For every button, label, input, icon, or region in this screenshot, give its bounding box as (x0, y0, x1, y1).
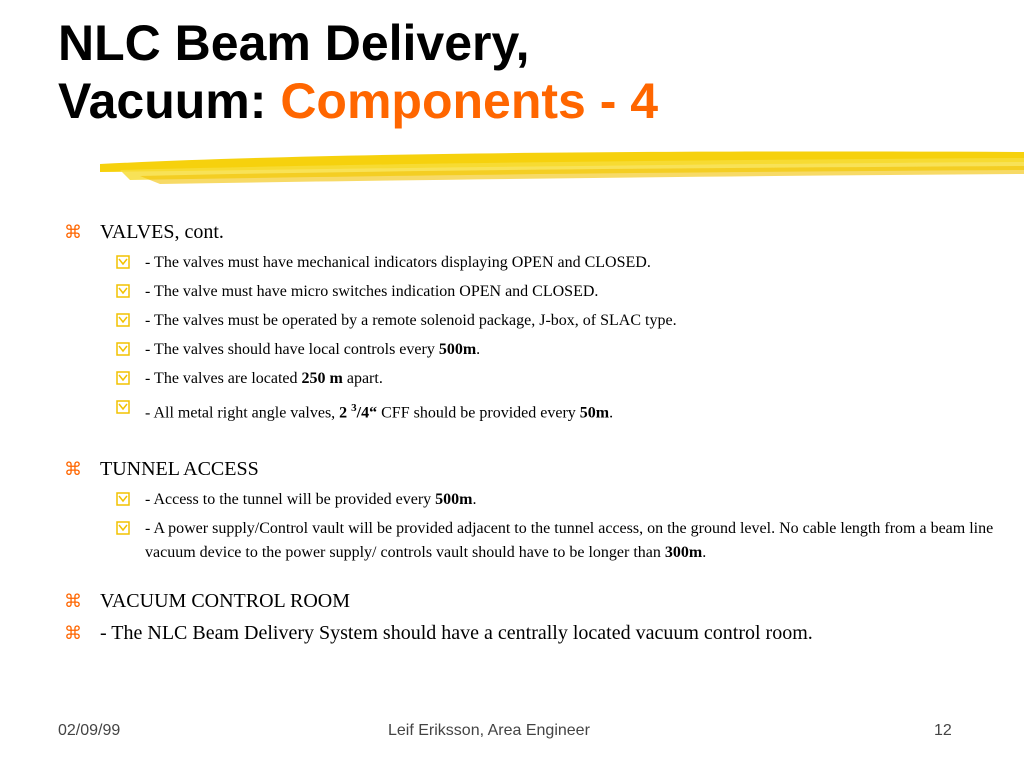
list-item-text: - All metal right angle valves, (145, 404, 340, 422)
command-key-icon: ⌘ (64, 222, 82, 242)
emphasis: /4“ (356, 404, 378, 422)
list-item: - The valves are located 250 m apart. (58, 367, 998, 391)
checkbox-icon (116, 492, 130, 506)
list-item-text: - The valves are located (145, 370, 302, 387)
superscript: 3 (351, 402, 357, 414)
list-item (58, 280, 998, 304)
footer-date: 02/09/99 (58, 722, 121, 739)
emphasis: 500m (435, 491, 473, 509)
footer-page-number: 12 (934, 722, 952, 739)
command-key-icon: ⌘ (64, 591, 82, 612)
list-item-text: - The valves must have mechanical indicators displaying OPEN and CLOSED. (145, 254, 651, 271)
list-item-text: - Access to the tunnel will be provided every (145, 491, 436, 509)
section-heading-text: - The NLC Beam Delivery System should have a centrally located vacuum control room. (100, 622, 813, 645)
section-heading-text: VALVES, cont. (100, 221, 224, 243)
checkbox-icon (116, 342, 130, 356)
list-item: - The valves should have local controls every 500m. (58, 338, 998, 362)
list-item: - All metal right angle valves, 2 $^3$/4“ CFF should be provided every 50m. (58, 396, 998, 425)
title-prefix: Vacuum: (58, 73, 267, 129)
checkbox-icon (116, 521, 130, 535)
list-item-text: - The valves should have local controls every (145, 341, 439, 358)
command-key-icon: ⌘ (64, 459, 82, 480)
title-line-2 (58, 72, 658, 130)
emphasis: 50m (579, 404, 610, 422)
checkbox-icon (116, 255, 130, 269)
section-heading-text: VACUUM CONTROL ROOM (100, 590, 351, 613)
slide-body (58, 218, 998, 647)
section-heading (58, 587, 998, 615)
section-heading (58, 218, 998, 246)
list-item (58, 251, 998, 275)
section-heading-text: TUNNEL ACCESS (100, 458, 259, 481)
checkbox-icon (116, 313, 130, 327)
section-heading (58, 455, 998, 483)
emphasis: 250 m (301, 370, 343, 387)
footer-author: Leif Eriksson, Area Engineer (388, 722, 590, 739)
command-key-icon: ⌘ (64, 623, 82, 644)
list-item-text: - The valve must have micro switches indication OPEN and CLOSED. (145, 283, 599, 300)
title-line-1: NLC Beam Delivery, (58, 15, 530, 71)
emphasis: 2 (339, 404, 352, 422)
section-heading (58, 619, 998, 647)
list-item-text: - A power supply/Control vault will be provided adjacent to the tunnel access, on the ground level. No cable length from a beam line vacuum device to the power supply/ controls vault should have to be longer than (145, 520, 994, 562)
list-item (58, 309, 998, 333)
emphasis: 500m (438, 341, 477, 358)
emphasis: 300m (664, 544, 703, 562)
list-item: - Access to the tunnel will be provided every 500m. (58, 488, 998, 512)
list-item-text: - The valves must be operated by a remote solenoid package, J-box, of SLAC type. (145, 312, 677, 329)
slide-title (58, 14, 658, 130)
checkbox-icon (116, 371, 130, 385)
brush-underline (100, 150, 1024, 190)
list-item: - A power supply/Control vault will be provided adjacent to the tunnel access, on the ground level. No cable length from a beam line vacuum device to the power supply/ controls vault should have to be longer than 300m. (58, 517, 998, 565)
checkbox-icon (116, 400, 130, 414)
checkbox-icon (116, 284, 130, 298)
title-accent: Components - 4 (280, 73, 659, 129)
